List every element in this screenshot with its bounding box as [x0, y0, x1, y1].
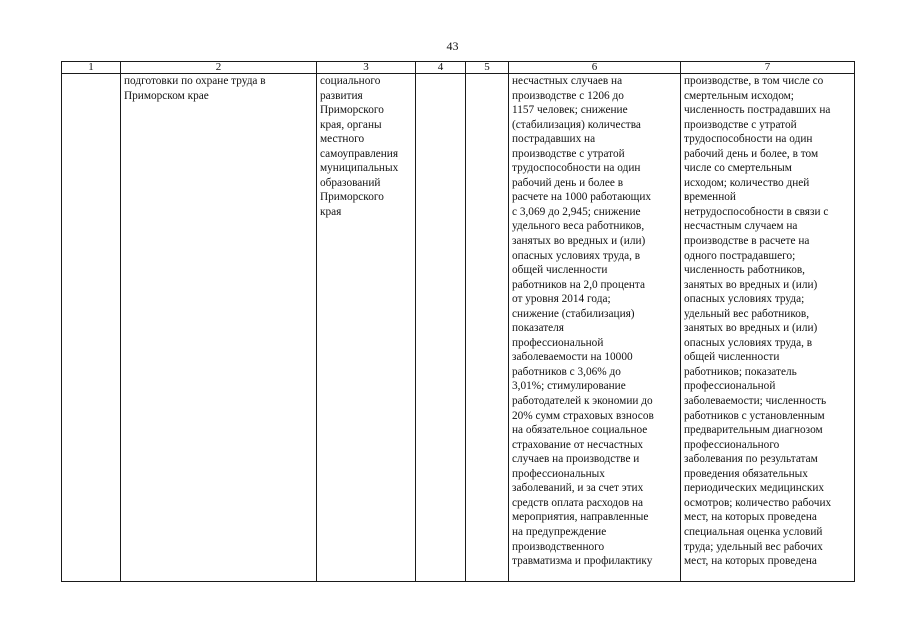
table-header-row [62, 62, 855, 74]
text-line: удельного веса работников, [512, 220, 645, 233]
text-line: мероприятия, направленные [512, 511, 649, 524]
text-line: развития [320, 89, 363, 102]
text-line: занятых во вредных и (или) [684, 278, 818, 291]
text-line: Приморском крае [124, 89, 209, 102]
text-line: смертельным исходом; [684, 89, 794, 102]
column-header-7: 7 [681, 62, 855, 74]
text-line: работодателей к экономии до [512, 395, 653, 408]
text-line: расчете на 1000 работающих [512, 191, 652, 204]
text-line: заболеваемости; численность [684, 395, 827, 408]
text-line: профессионального [684, 438, 780, 451]
text-line: предварительным диагнозом [684, 424, 823, 437]
text-line: подготовки по охране труда в [124, 75, 266, 87]
text-line: края [320, 205, 342, 218]
text-line: численность пострадавших на [684, 104, 831, 117]
text-line: специальная оценка условий [684, 525, 823, 538]
column-header-2: 2 [121, 62, 317, 74]
column-header-4: 4 [416, 62, 466, 74]
text-line: работников; показатель [684, 365, 797, 378]
text-line: несчастным случаем на [684, 220, 798, 233]
text-line: на предупреждение [512, 525, 607, 538]
text-line: занятых во вредных и (или) [684, 322, 818, 335]
text-line: Приморского [320, 104, 384, 117]
text-line: занятых во вредных и (или) [512, 235, 646, 248]
text-line: местного [320, 133, 365, 146]
text-line: 3,01%; стимулирование [512, 380, 626, 393]
document-table [61, 61, 855, 582]
text-line: проведения обязательных [684, 467, 808, 480]
text-line: (стабилизация) количества [512, 118, 641, 131]
text-line: работников с 3,06% до [512, 365, 621, 378]
text-line: Приморского [320, 191, 384, 204]
text-line: пострадавших на [512, 133, 596, 146]
cell-col5 [466, 74, 509, 582]
text-line: общей численности [684, 351, 780, 364]
text-line: муниципальных [320, 162, 399, 175]
text-line: профессиональной [512, 336, 604, 349]
text-line: опасных условиях труда, в [512, 249, 641, 262]
text-line: производстве с 1206 до [512, 89, 624, 102]
column-header-1: 1 [62, 62, 121, 74]
text-line: рабочий день и более, в том [684, 147, 819, 160]
text-line: мест, на которых проведена [684, 555, 817, 568]
text-line: работников с установленным [684, 409, 825, 422]
text-line: временной [684, 191, 736, 204]
text-line: производстве с утратой [512, 147, 625, 160]
text-line: средств оплата расходов на [512, 496, 644, 509]
cell-col2 [121, 74, 317, 582]
text-line: снижение (стабилизация) [512, 307, 635, 320]
text-line: 20% сумм страховых взносов [512, 409, 654, 422]
text-line: случаев на производстве и [512, 453, 640, 466]
text-line: одного пострадавшего; [684, 249, 796, 262]
text-line: на обязательное социальное [512, 424, 648, 437]
cell-col3 [317, 74, 416, 582]
text-line: опасных условиях труда; [684, 293, 805, 306]
column-header-6: 6 [509, 62, 681, 74]
text-line: профессиональной [684, 380, 776, 393]
text-line: с 3,069 до 2,945; снижение [512, 205, 641, 218]
text-line: от уровня 2014 года; [512, 293, 611, 306]
column-header-5: 5 [466, 62, 509, 74]
cell-col7 [681, 74, 855, 582]
cell-col4 [416, 74, 466, 582]
text-line: самоуправления [320, 147, 399, 160]
text-line: производстве, в том числе со [684, 75, 824, 87]
text-line: страхование от несчастных [512, 438, 644, 451]
text-line: нетрудоспособности в связи с [684, 205, 829, 218]
cell-col6 [509, 74, 681, 582]
table-row [62, 74, 855, 582]
text-line: числе со смертельным [684, 162, 792, 175]
text-line: несчастных случаев на [512, 75, 623, 87]
text-line: образований [320, 176, 381, 189]
column-header-3: 3 [317, 62, 416, 74]
text-line: периодических медицинских [684, 482, 825, 495]
text-line: производстве с утратой [684, 118, 797, 131]
text-line: заболеваемости на 10000 [512, 351, 633, 364]
text-line: мест, на которых проведена [684, 511, 817, 524]
text-line: травматизма и профилактику [512, 555, 653, 568]
text-line: профессиональных [512, 467, 605, 480]
text-line: исходом; количество дней [684, 176, 810, 189]
text-line: производственного [512, 540, 605, 553]
text-line: края, органы [320, 118, 382, 131]
page-number: 43 [446, 39, 459, 53]
text-line: трудоспособности на один [684, 133, 813, 146]
text-line: 1157 человек; снижение [512, 104, 628, 117]
text-line: трудоспособности на один [512, 162, 641, 175]
text-line: осмотров; количество рабочих [684, 496, 832, 509]
text-line: опасных условиях труда, в [684, 336, 813, 349]
text-line: показателя [512, 322, 564, 335]
text-line: заболеваний, и за счет этих [512, 482, 644, 495]
text-line: численность работников, [684, 264, 806, 277]
text-line: работников на 2,0 процента [512, 278, 646, 291]
text-line: заболевания по результатам [684, 453, 818, 466]
text-line: общей численности [512, 264, 608, 277]
text-line: производстве в расчете на [684, 235, 810, 248]
text-line: социального [320, 75, 381, 87]
text-line: труда; удельный вес рабочих [684, 540, 823, 553]
cell-col1 [62, 74, 121, 582]
text-line: рабочий день и более в [512, 176, 624, 189]
text-line: удельный вес работников, [684, 307, 810, 320]
